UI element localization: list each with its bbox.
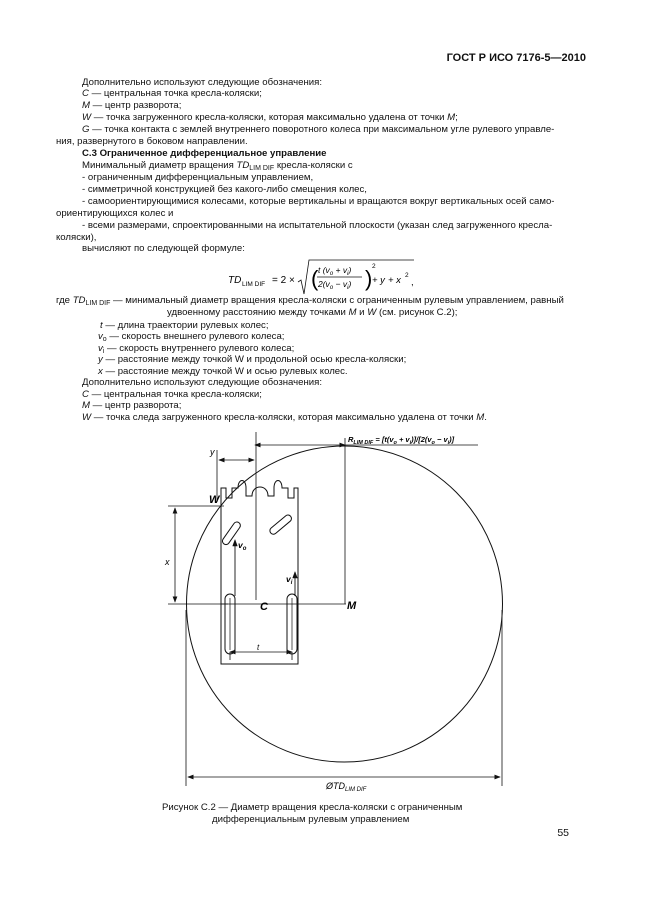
formula-lead: вычисляют по следующей формуле: — [82, 243, 245, 254]
bullet-continuation: ориентирующихся колес и — [56, 208, 174, 219]
vo-label: $v_o$ — [238, 540, 247, 552]
radius-label: $R_{LIM DIF} = [t(v_o + v_i)]/[2(v_o - v_i)]$ — [348, 435, 455, 446]
intro1-item: G — точка контакта с землей внутреннего поворотного колеса при максимальном угле рулевого управле- — [82, 124, 555, 135]
where-td-definition: где $TD_{LIM DIF}$ — минимальный диаметр вращения кресла-коляски с ограниченным рулевым управлением, равный — [56, 295, 564, 307]
figure-caption-line1: Рисунок С.2 — Диаметр вращения кресла-коляски с ограниченным — [162, 802, 463, 813]
vi-label: $v_i$ — [286, 574, 293, 586]
svg-text:): ) — [365, 266, 373, 291]
where-definition: y — расстояние между точкой W и продольной осью кресла-коляски; — [98, 354, 407, 365]
svg-text:,: , — [411, 277, 414, 288]
where-definition: t — длина траектории рулевых колес; — [100, 320, 269, 331]
section-title: С.3 Ограниченное дифференциальное управление — [82, 148, 327, 159]
intro1-lead: Дополнительно используют следующие обозначения: — [82, 77, 323, 88]
where-definition: x — расстояние между точкой W и осью рулевых колес. — [98, 366, 348, 377]
intro1-item: C — центральная точка кресла-коляски; — [82, 88, 262, 99]
svg-text:TD: TD — [228, 275, 242, 286]
svg-text:+ x: + x — [388, 275, 401, 286]
bullet-continuation: коляски), — [56, 232, 97, 243]
figure-c2-turning-diagram — [0, 398, 646, 806]
svg-text:+ y: + y — [372, 275, 385, 286]
point-C-label: C — [260, 601, 268, 613]
page-header: ГОСТ Р ИСО 7176-5—2010 — [446, 52, 586, 64]
intro1-item: W — точка загруженного кресла-коляски, которая максимально удалена от точки M; — [82, 112, 458, 123]
svg-text:2(vo − vi): $2(v_o - v_i)$ — [318, 279, 352, 291]
page-number: 55 — [557, 827, 569, 839]
intro2-lead: Дополнительно используют следующие обозначения: — [82, 377, 323, 388]
t-label: t — [257, 643, 260, 652]
intro1-continuation: ния, развернутого в боковом направлении. — [56, 136, 248, 147]
bullet: - симметричной конструкцией без какого-либо смещения колес, — [82, 184, 367, 195]
diameter-label: $ØTD_{LIM DIF}$ — [326, 781, 367, 793]
figure-caption-line2: дифференциальным рулевым управлением — [212, 814, 410, 825]
svg-text:2: 2 — [372, 263, 376, 270]
svg-text:2: 2 — [405, 272, 409, 279]
svg-text:= 2 ×: = 2 × — [272, 275, 295, 286]
wheelchair-footprint — [221, 481, 298, 665]
intro2-item: W — точка следа загруженного кресла-коляски, которая максимально удалена от точки M. — [82, 412, 487, 423]
y-label: y — [210, 447, 215, 457]
intro1-item: M — центр разворота; — [82, 100, 182, 111]
front-wheel-right — [268, 514, 292, 536]
section-intro-line: Минимальный диаметр вращения $TD_{LIM DIF}$ кресла-коляски с — [82, 160, 353, 172]
bullet: - самоориентирующимися колесами, которые вертикальны и вращаются вокруг вертикальных осей само- — [82, 196, 555, 207]
where-td-definition-cont: удвоенному расстоянию между точками M и W (см. рисунок С.2); — [167, 307, 458, 318]
intro2-item: C — центральная точка кресла-коляски; — [82, 389, 262, 400]
point-M-label: M — [347, 600, 357, 612]
bullet: - ограниченным дифференциальным управлением, — [82, 172, 314, 183]
intro2-item: M — центр разворота; — [82, 400, 182, 411]
where-definition: $v_i$ — скорость внутреннего рулевого колеса; — [98, 343, 295, 355]
turning-diameter-formula — [226, 256, 416, 298]
svg-text:LIM DIF: LIM DIF — [242, 281, 266, 288]
x-label: x — [165, 557, 170, 567]
svg-text:(: ( — [311, 266, 319, 291]
bullet: - всеми размерами, спроектированными на испытательной плоскости (указан след загруженного кресла- — [82, 220, 553, 231]
svg-text:t (vo + vi): t $(v_o + v_i)$ — [318, 265, 352, 277]
point-W-label: W — [209, 494, 220, 506]
where-definition: $v_o$ — скорость внешнего рулевого колеса; — [98, 331, 285, 343]
